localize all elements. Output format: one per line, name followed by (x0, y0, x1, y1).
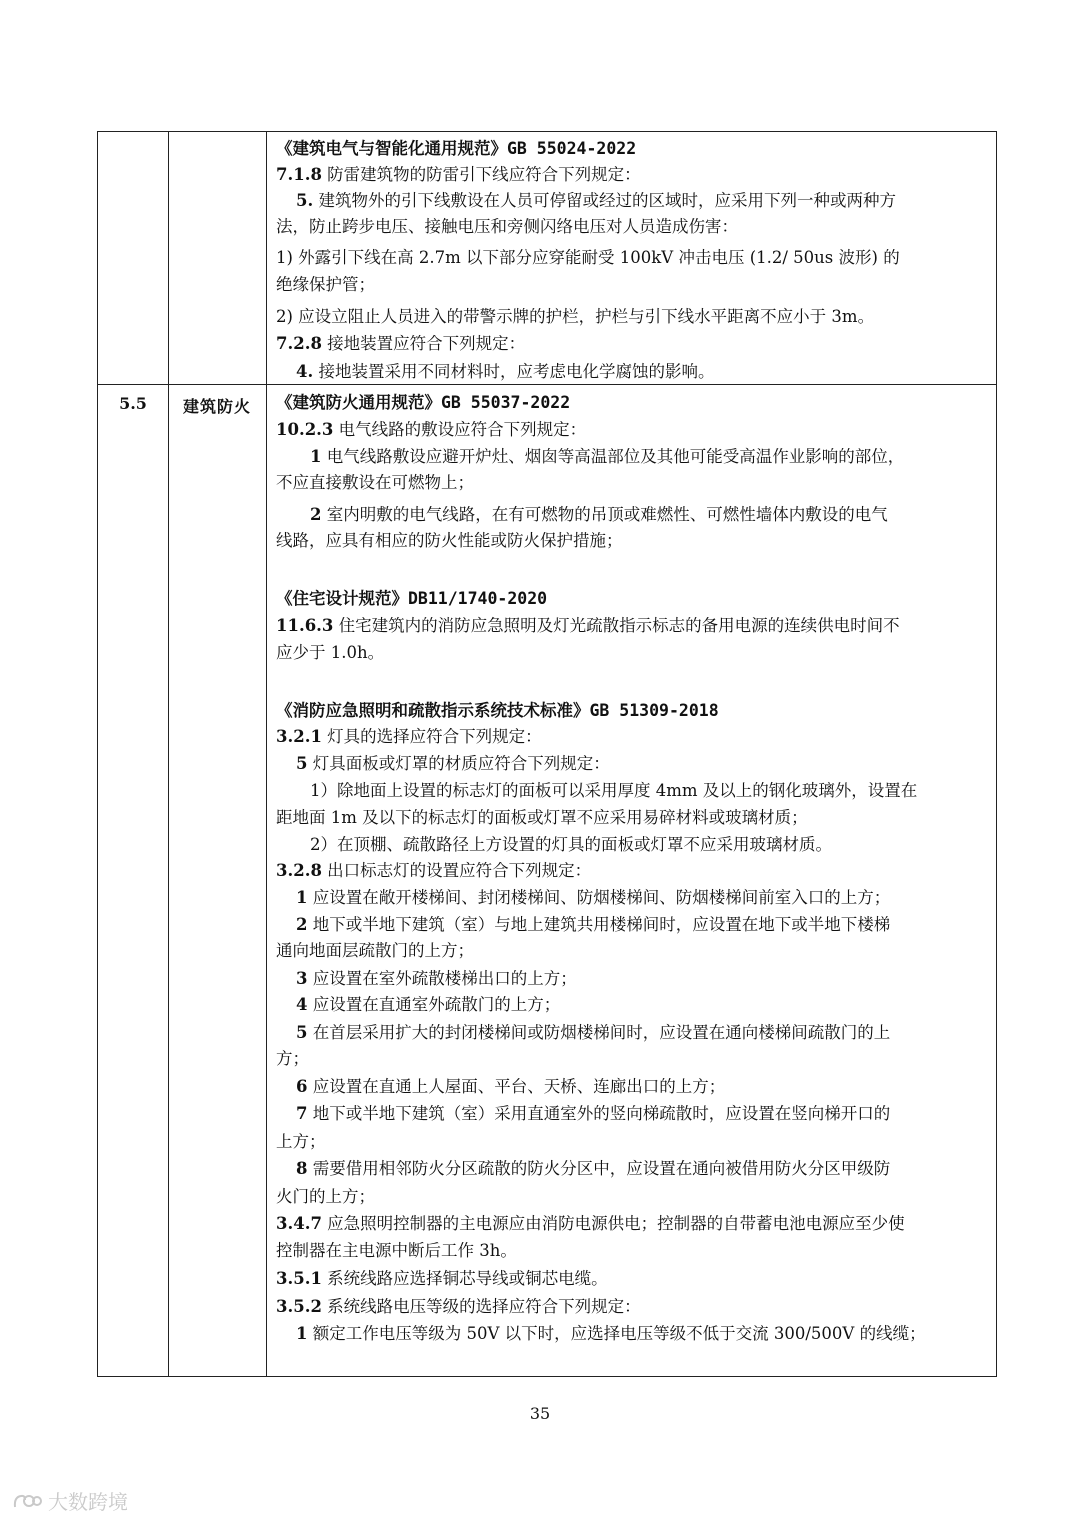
clause-text: 线路，应具有相应的防火性能或防火保护措施； (276, 531, 623, 550)
standard-title (276, 698, 988, 724)
clause-line (276, 613, 988, 639)
clause-number: 7.2.8 (276, 334, 322, 353)
list-item (276, 778, 988, 804)
clause-number: 2 (296, 915, 308, 934)
clause-number: 1 (296, 888, 308, 907)
clause-text: 应少于 1.0h。 (276, 643, 385, 662)
clause-text: 额定工作电压等级为 50V 以下时，应选择电压等级不低于交流 300/500V 的线缆； (307, 1324, 926, 1343)
text-continuation (276, 470, 988, 496)
clause-text: 上方； (276, 1132, 326, 1151)
text-continuation (276, 938, 988, 964)
clause-line (276, 1211, 988, 1237)
watermark (12, 1486, 128, 1515)
clause-text: 防雷建筑物的防雷引下线应符合下列规定： (321, 165, 641, 184)
clause-line (276, 162, 988, 188)
clause-number: 6 (296, 1077, 308, 1096)
clause-number: 5 (296, 754, 308, 773)
section-number: 5.5 (119, 394, 147, 413)
clause-text: 方； (276, 1049, 309, 1068)
clause-text: 应设置在室外疏散楼梯出口的上方； (307, 969, 577, 988)
text-continuation (276, 1184, 988, 1210)
clause-text: 应设置在敞开楼梯间、封闭楼梯间、防烟楼梯间、防烟楼梯间前室入口的上方； (307, 888, 891, 907)
clause-line (276, 724, 988, 750)
clause-text: 1）除地面上设置的标志灯的面板可以采用厚度 4mm 及以上的钢化玻璃外，设置在 (310, 781, 918, 800)
clause-number: 3.2.1 (276, 727, 322, 746)
text-continuation (276, 640, 988, 666)
watermark-text: 大数跨境 (48, 1490, 128, 1514)
clause-text: 电气线路敷设应避开炉灶、烟囱等高温部位及其他可能受高温作业影响的部位， (321, 447, 905, 466)
list-item (276, 992, 988, 1018)
standard-title-text: 《建筑防火通用规范》GB 55037-2022 (276, 393, 571, 412)
clause-text: 住宅建筑内的消防应急照明及灯光疏散指示标志的备用电源的连续供电时间不 (333, 616, 900, 635)
clause-number: 11.6.3 (276, 616, 334, 635)
standard-title-text: 《住宅设计规范》DB11/1740-2020 (276, 589, 548, 608)
clause-text: 不应直接敷设在可燃物上； (276, 473, 474, 492)
clause-text: 在首层采用扩大的封闭楼梯间或防烟楼梯间时，应设置在通向楼梯间疏散门的上 (307, 1023, 891, 1042)
list-item (276, 1321, 988, 1347)
clause-text: 接地装置应符合下列规定： (321, 334, 526, 353)
clause-text: 室内明敷的电气线路，在有可燃物的吊顶或难燃性、可燃性墙体内敷设的电气 (321, 505, 888, 524)
clause-text: 应设置在直通室外疏散门的上方； (307, 995, 561, 1014)
section-category: 建筑防火 (182, 397, 251, 416)
list-item (276, 502, 988, 528)
text-continuation (276, 1238, 988, 1264)
clause-line (276, 858, 988, 884)
list-item (276, 885, 988, 911)
clause-text: 应设置在直通上人屋面、平台、天桥、连廊出口的上方； (307, 1077, 726, 1096)
list-item (276, 359, 988, 385)
clause-text: 距地面 1m 及以下的标志灯的面板或灯罩不应采用易碎材料或玻璃材质； (276, 808, 808, 827)
list-item (276, 444, 988, 470)
text-continuation (276, 1046, 988, 1072)
list-item (276, 1101, 988, 1127)
clause-number: 2 (310, 505, 322, 524)
clause-text: 通向地面层疏散门的上方； (276, 941, 474, 960)
clause-text: 2）在顶棚、疏散路径上方设置的灯具的面板或灯罩不应采用玻璃材质。 (310, 835, 832, 854)
standards-table (97, 131, 997, 1377)
clause-text: 绝缘保护管； (276, 275, 375, 294)
clause-line (276, 1294, 988, 1320)
text-continuation (276, 214, 988, 240)
clause-text: 建筑物外的引下线敷设在人员可停留或经过的区域时，应采用下列一种或两种方 (313, 191, 896, 210)
list-item (276, 245, 988, 271)
clause-number: 4. (296, 362, 314, 381)
column-divider (168, 132, 169, 1376)
clause-number: 10.2.3 (276, 420, 334, 439)
clause-number: 8 (296, 1159, 308, 1178)
clause-number: 4 (296, 995, 308, 1014)
clause-text: 应急照明控制器的主电源应由消防电源供电；控制器的自带蓄电池电源应至少使 (321, 1214, 905, 1233)
page-number: 35 (529, 1404, 551, 1423)
list-item (276, 304, 988, 330)
clause-number: 3.5.1 (276, 1269, 322, 1288)
clause-text: 电气线路的敷设应符合下列规定： (333, 420, 587, 439)
clause-number: 3.5.2 (276, 1297, 322, 1316)
clause-line (276, 417, 988, 443)
list-item (276, 188, 988, 214)
standard-title-text: 《建筑电气与智能化通用规范》GB 55024-2022 (276, 139, 637, 158)
clause-number: 3 (296, 969, 308, 988)
clause-text: 法，防止跨步电压、接触电压和旁侧闪络电压对人员造成伤害： (276, 217, 738, 236)
clause-text: 1) 外露引下线在高 2.7m 以下部分应穿能耐受 100kV 冲击电压 (1.2/ 50us 波形) 的 (276, 248, 900, 267)
clause-text: 需要借用相邻防火分区疏散的防火分区中，应设置在通向被借用防火分区甲级防 (307, 1159, 891, 1178)
list-item (276, 751, 988, 777)
clause-number: 1 (296, 1324, 308, 1343)
clause-number: 5 (296, 1023, 308, 1042)
clause-text: 接地装置采用不同材料时，应考虑电化学腐蚀的影响。 (313, 362, 715, 381)
clause-text: 系统线路应选择铜芯导线或铜芯电缆。 (321, 1269, 608, 1288)
list-item (276, 912, 988, 938)
standard-title (276, 586, 988, 612)
text-continuation (276, 1129, 988, 1155)
clause-number: 5. (296, 191, 314, 210)
watermark-logo-icon (12, 1491, 42, 1511)
clause-text: 灯具的选择应符合下列规定： (321, 727, 542, 746)
standard-title (276, 136, 988, 162)
list-item (276, 1074, 988, 1100)
clause-text: 系统线路电压等级的选择应符合下列规定： (321, 1297, 641, 1316)
clause-number: 7 (296, 1104, 308, 1123)
text-continuation (276, 805, 988, 831)
clause-line (276, 331, 988, 357)
column-divider (266, 132, 267, 1376)
clause-text: 2) 应设立阻止人员进入的带警示牌的护栏，护栏与引下线水平距离不应小于 3m。 (276, 307, 875, 326)
clause-text: 控制器在主电源中断后工作 3h。 (276, 1241, 517, 1260)
clause-text: 出口标志灯的设置应符合下列规定： (321, 861, 592, 880)
clause-number: 7.1.8 (276, 165, 322, 184)
clause-text: 灯具面板或灯罩的材质应符合下列规定： (307, 754, 610, 773)
list-item (276, 966, 988, 992)
clause-text: 火门的上方； (276, 1187, 375, 1206)
list-item (276, 1020, 988, 1046)
clause-line (276, 1266, 988, 1292)
text-continuation (276, 272, 988, 298)
standard-title-text: 《消防应急照明和疏散指示系统技术标准》GB 51309-2018 (276, 701, 719, 720)
list-item (276, 832, 988, 858)
standard-title (276, 390, 988, 416)
text-continuation (276, 528, 988, 554)
list-item (276, 1156, 988, 1182)
clause-text: 地下或半地下建筑（室）与地上建筑共用楼梯间时，应设置在地下或半地下楼梯 (307, 915, 891, 934)
clause-number: 3.2.8 (276, 861, 322, 880)
clause-text: 地下或半地下建筑（室）采用直通室外的竖向梯疏散时，应设置在竖向梯开口的 (307, 1104, 891, 1123)
clause-number: 1 (310, 447, 322, 466)
clause-number: 3.4.7 (276, 1214, 322, 1233)
